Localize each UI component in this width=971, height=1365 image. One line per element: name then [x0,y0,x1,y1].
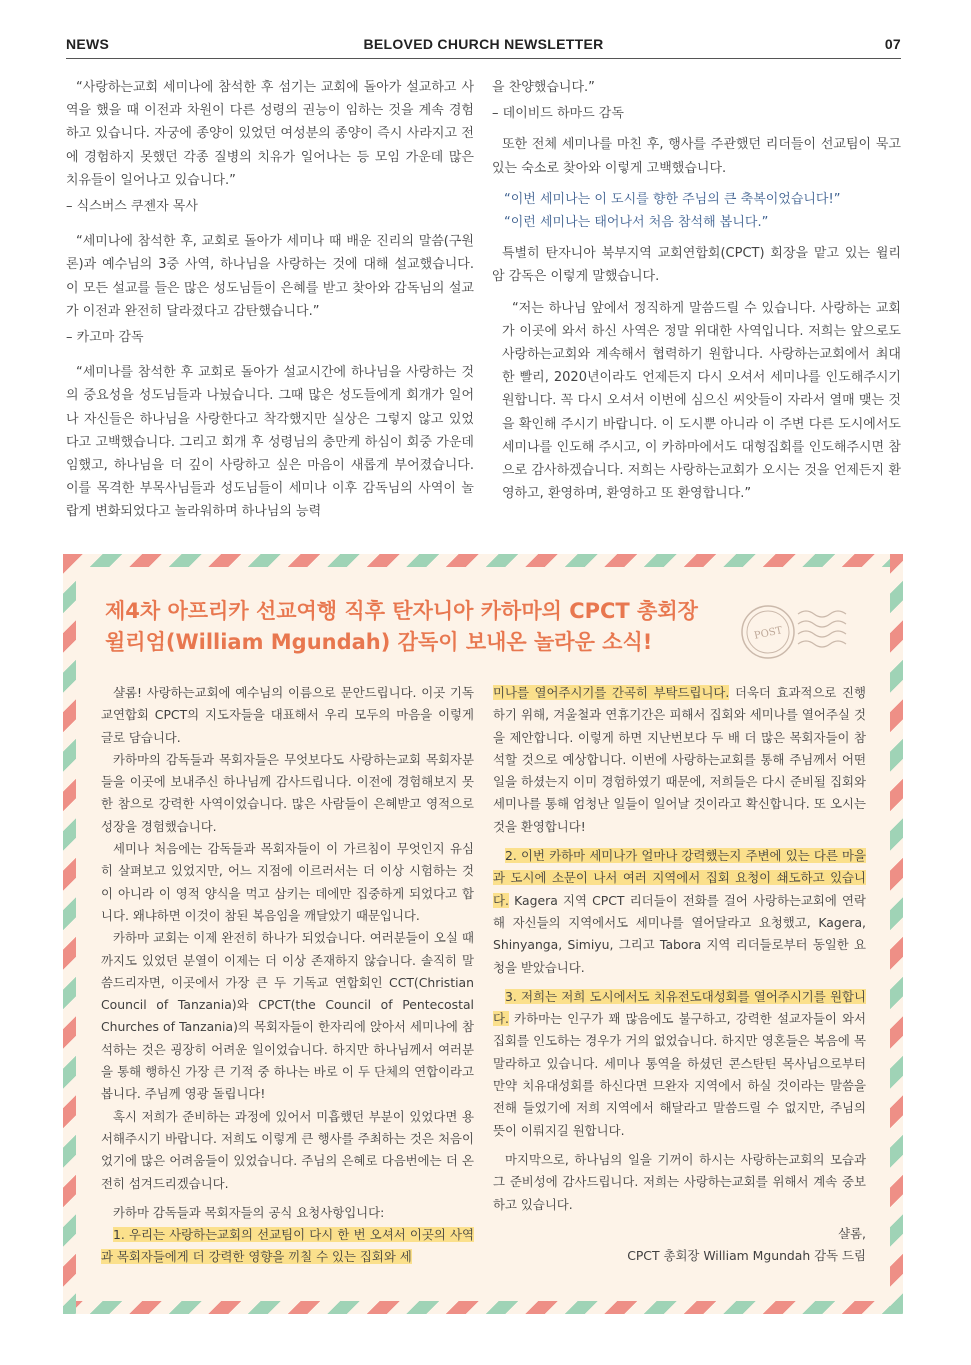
testimony-signature: – 카고마 감독 [66,330,144,346]
request-text: Kagera 지역 CPCT 리더들이 전화를 걸어 사랑하는교회에 연락해 자신들의 지역에서도 세미나를 열어달라고 요청했고, Kagera, Shinyanga, Simiyu, 그리고 Tabora 지역 리더들로부터 동일한 요청을 받았습니다. [493,892,866,975]
letter-left-column [101,682,474,1269]
postmark-stamp-icon [728,584,858,674]
article-left-column [66,76,474,524]
bishop-quote: “저는 하나님 앞에서 정직하게 말씀드릴 수 있습니다. 사랑하는 교회가 이곳에 와서 하신 사역은 정말 위대한 사역입니다. 저희는 앞으로도 사랑하는교회와 계속해서 협력하기 원합니다. 사랑하는교회에서 최대한 빨리, 2020년이라도 언제든지 다시 오셔서 세미나를 인도해주시기 원합니다. 꼭 다시 오셔서 이번에 심으신 씨앗들이 자라서 열매 맺는 것을 확인해 주시기 바랍니다. 이 도시뿐 아니라 이 주변 다른 도시에서도 세미나를 인도해 주시고, 이 카하마에서도 대형집회를 인도해주시면 참으로 감사하겠습니다. 저희는 사랑하는교회가 오시는 것을 언제든지 환영하고, 환영하며, 환영하고 또 환영합니다.” [502,300,901,502]
airmail-border-top [63,554,903,567]
letter-right-column [493,682,866,1267]
letter-headline-line2: 윌리엄(William Mgundah) 감독이 보내온 놀라운 소식! [105,630,653,654]
testimony-quote: “사랑하는교회 세미나에 참석한 후 섬기는 교회에 돌아가 설교하고 사역을 했을 때 이전과 차원이 다른 성령의 권능이 임하는 것을 계속 경험하고 있습니다. 자궁에 종양이 있었던 여성분의 종양이 즉시 사라지고 전에 경험하지 못했던 각종 질병의 치유가 일어나는 등 모임 가운데 많은 치유들이 일어나고 있습니다.” [66,80,474,188]
newsletter-title: BELOVED CHURCH NEWSLETTER [363,36,604,52]
header-divider [66,58,901,59]
body-paragraph: 특별히 탄자니아 북부지역 교회연합회(CPCT) 회장을 맡고 있는 윌리암 감독은 이렇게 말했습니다. [492,246,901,285]
section-label: NEWS [66,36,110,52]
letter-paragraph: 샬롬! 사랑하는교회에 예수님의 이름으로 문안드립니다. 이곳 기독교연합회 CPCT의 지도자들을 대표해서 우리 모두의 마음을 이렇게 글로 담습니다. [101,685,474,745]
postmark-text: POST [753,625,784,642]
request-text: 카하마는 인구가 꽤 많음에도 불구하고, 강력한 설교자들이 와서 집회를 인도하는 경우가 거의 없었습니다. 하지만 영혼들은 복음에 목말라하고 있습니다. 세미나 통역을 하셨던 콘스탄틴 목사님으로부터 만약 치유대성회를 하신다면 므완자 지역에서 하실 것이라는 말씀을 전해 들었기에 저희 지역에서 해달라고 말씀드릴 수 없지만, 주님의 뜻이 이뤄지길 원합니다. [493,1011,866,1138]
letter-closing: 샬롬, [838,1225,866,1241]
request-highlight: 1. 우리는 사랑하는교회의 선교팀이 다시 한 번 오셔서 이곳의 사역과 목회자들에게 더 강력한 영향을 끼칠 수 있는 집회와 세 [101,1227,474,1265]
letter-paragraph: 세미나 처음에는 감독들과 목회자들이 이 가르침이 무엇인지 유심히 살펴보고 있었지만, 어느 지점에 이르러서는 더 이상 시험하는 것이 아니라 이 영적 양식을 먹고 삼키는 데에만 집중하게 되었다고 합니다. 왜냐하면 이것이 참된 복음임을 깨달았기 때문입니다. [101,841,474,923]
letter-paragraph: 카하마의 감독들과 목회자들은 무엇보다도 사랑하는교회 목회자분들을 이곳에 보내주신 하나님께 감사드립니다. 이전에 경험해보지 못한 참으로 강력한 사역이었습니다. 많은 사람들이 은혜받고 영적으로 성장을 경험했습니다. [101,751,474,834]
letter-signature: CPCT 총회장 William Mgundah 감독 드림 [627,1248,866,1264]
testimony-quote-continued: 을 찬양했습니다.” [492,80,595,95]
letter-paragraph: 카하마 감독들과 목회자들의 공식 요청사항입니다: [113,1204,385,1220]
letter-paragraph: 마지막으로, 하나님의 일을 기꺼이 하시는 사랑하는교회의 모습과 그 준비성에 감사드립니다. 저희는 사랑하는교회를 위해서 계속 중보하고 있습니다. [493,1151,866,1212]
testimony-quote: “세미나를 참석한 후 교회로 돌아가 설교시간에 하나님을 사랑하는 것의 중요성을 성도님들과 나눴습니다. 그때 많은 성도들에게 회개가 일어나 자신들은 하나님을 사랑한다고 착각했지만 실상은 그렇지 않고 있었다고 고백했습니다. 그리고 회개 후 성령님의 충만케 하심이 회중 가운데 임했고, 하나님을 더 깊이 사랑하고 싶은 마음이 새롭게 부어졌습니다. 이를 목격한 부목사님들과 성도님들이 세미나 이후 감독님의 사역이 놀랍게 변화되었다고 놀라워하며 하나님의 능력 [66,365,474,520]
airmail-border-right [890,554,903,1314]
testimony-signature: – 데이비드 하마드 감독 [492,106,624,122]
request-highlight: 미나를 열어주시기를 간곡히 부탁드립니다. [493,685,730,700]
leader-quote: “이번 세미나는 이 도시를 향한 주님의 큰 축복이었습니다!” [504,191,841,207]
article-right-column [492,76,901,505]
testimony-signature: – 식스버스 쿠젠자 목사 [66,199,198,215]
body-paragraph: 또한 전체 세미나를 마친 후, 행사를 주관했던 리더들이 선교팀이 묵고 있는 숙소로 찾아와 이렇게 고백했습니다. [492,137,901,176]
letter-paragraph: 카하마 교회는 이제 완전히 하나가 되었습니다. 여러분들이 오실 때까지도 있었던 분열이 이제는 더 이상 존재하지 않습니다. 솔직히 말씀드리자면, 이곳에서 가장 큰 두 기독교 연합회인 CCT(Christian Council of Tanzania)와 CPCT(the Council of Pentecostal Churches of Tanzania)의 목회자들이 한자리에 앉아서 세미나에 참석하는 것은 굉장히 어려운 일이었습니다. 하지만 하나님께서 여러분을 통해 행하신 가장 큰 기적 중 하나는 바로 이 두 단체의 연합이라고 봅니다. 주님께 영광 돌립니다! [101,930,474,1102]
page-header [66,36,901,58]
letter-paragraph: 혹시 저희가 준비하는 과정에 있어서 미흡했던 부분이 있었다면 용서해주시기 바랍니다. 저희도 이렇게 큰 행사를 주최하는 것은 처음이었기에 많은 어려움들이 있었습니다. 주님의 은혜로 다음번에는 더 온전히 섬겨드리겠습니다. [101,1108,474,1191]
letter-headline-line1: 제4차 아프리카 선교여행 직후 탄자니아 카하마의 CPCT 총회장 [105,599,698,623]
page-number: 07 [884,36,901,52]
leader-quote: “이런 세미나는 태어나서 처음 참석해 봅니다.” [504,215,769,231]
request-highlight: 2. 이번 카하마 세미나가 얼마나 강력했는지 주변에 있는 다른 마을과 도시에 소문이 나서 여러 지역에서 집회 요청이 쇄도하고 있습니다. [493,848,866,908]
request-text: 더욱더 효과적으로 진행하기 위해, 겨울철과 연휴기간은 피해서 집회와 세미나를 열어주실 것을 제안합니다. 이렇게 하면 지난번보다 두 배 더 많은 목회자들이 참석할 것으로 예상합니다. 이번에 사랑하는교회를 통해 주님께서 어떤 일을 하셨는지 이미 경험하였기 때문에, 저희들은 다시 준비될 집회와 세미나를 통해 엄청난 일들이 일어날 것이라고 확신합니다. 또 오시는 것을 환영합니다! [493,685,866,834]
airmail-border-left [63,554,76,1314]
airmail-letter [63,554,903,1314]
airmail-border-bottom [63,1301,903,1314]
request-highlight: 3. 저희는 저희 도시에서도 치유전도대성회를 열어주시기를 원합니다. [493,988,866,1027]
testimony-quote: “세미나에 참석한 후, 교회로 돌아가 세미나 때 배운 진리의 말씀(구원론)과 예수님의 3중 사역, 하나님을 사랑하는 것에 대해 설교했습니다. 이 모든 설교를 들은 많은 성도님들이 은혜를 받고 찾아와 감독님의 설교가 이전과 완전히 달라졌다고 감탄했습니다.” [66,234,474,319]
letter-headline [105,596,745,658]
